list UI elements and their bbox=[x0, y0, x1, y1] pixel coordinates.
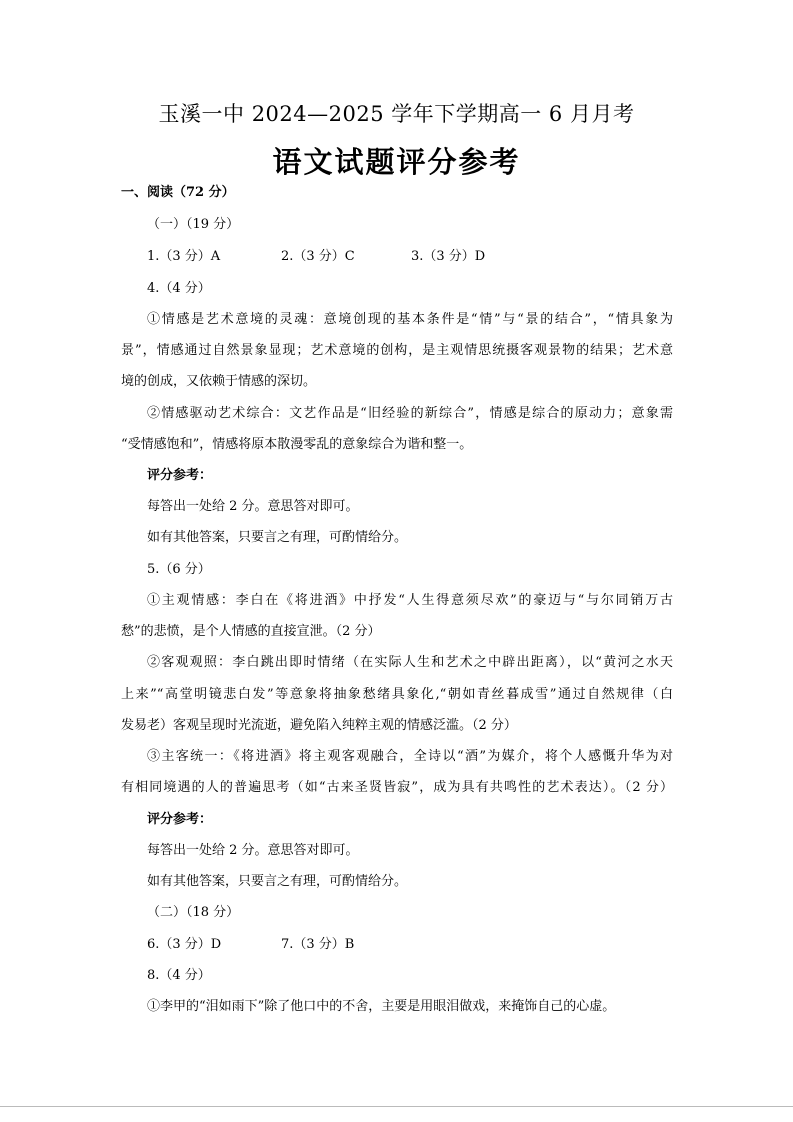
answer-q1: 1.（3 分）A bbox=[147, 249, 221, 264]
part-heading-1: （一）（19 分） bbox=[147, 217, 240, 232]
answer-q2: 2.（3 分）C bbox=[281, 249, 355, 264]
answer-q7: 7.（3 分）B bbox=[281, 937, 355, 952]
q4-score-line-2: 如有其他答案，只要言之有理，可酌情给分。 bbox=[147, 530, 408, 545]
q4-paragraph-2-line-1: ②情感驱动艺术综合：文艺作品是“旧经验的新综合”，情感是综合的原动力；意象需 bbox=[147, 406, 673, 421]
q4-paragraph-2-line-2: “受情感饱和”，情感将原本散漫零乱的意象综合为谐和整一。 bbox=[121, 437, 473, 452]
q4-score-label: 评分参考： bbox=[147, 468, 213, 483]
q5-paragraph-2-line-3: 发易老）客观呈现时光流逝，避免陷入纯粹主观的情感泛滥。（2 分） bbox=[121, 718, 517, 733]
answer-q3: 3.（3 分）D bbox=[411, 249, 486, 264]
q5-paragraph-2-line-2: 上来”“高堂明镜悲白发”等意象将抽象愁绪具象化,“朝如青丝暮成雪”通过自然规律（白 bbox=[121, 687, 673, 702]
q5-paragraph-2-line-1: ②客观观照：李白跳出即时情绪（在实际人生和艺术之中辟出距离），以“黄河之水天 bbox=[147, 655, 673, 670]
q4-paragraph-1-line-1: ①情感是艺术意境的灵魂：意境创现的基本条件是“情”与“景的结合”，“情具象为 bbox=[147, 312, 673, 327]
q8-paragraph-1-line-1: ①李甲的“泪如雨下”除了他口中的不舍，主要是用眼泪做戏，来掩饰自己的心虚。 bbox=[147, 999, 616, 1014]
q4-paragraph-1-line-2: 景”，情感通过自然景象显现；艺术意境的创构，是主观情思统摄客观景物的结果；艺术意 bbox=[121, 343, 673, 358]
answer-q6: 6.（3 分）D bbox=[147, 937, 222, 952]
q5-paragraph-1-line-2: 愁”的悲愤，是个人情感的直接宣泄。（2 分） bbox=[121, 624, 381, 639]
section-heading-reading: 一、阅读（72 分） bbox=[121, 185, 235, 200]
q4-paragraph-1-line-3: 境的创成，又依赖于情感的深切。 bbox=[121, 374, 317, 389]
q5-paragraph-3-line-2: 有相同境遇的人的普遍思考（如“古来圣贤皆寂”，成为具有共鸣性的艺术表达）。（2 分） bbox=[121, 780, 673, 795]
question-label-q8: 8.（4 分） bbox=[147, 968, 211, 983]
part-heading-2: （二）（18 分） bbox=[147, 905, 240, 920]
q5-score-line-1: 每答出一处给 2 分。意思答对即可。 bbox=[147, 843, 359, 858]
q5-paragraph-1-line-1: ①主观情感：李白在《将进酒》中抒发“人生得意须尽欢”的豪迈与“与尔同销万古 bbox=[147, 593, 673, 608]
page-bottom-rule bbox=[0, 1106, 793, 1107]
question-label-q4: 4.（4 分） bbox=[147, 281, 211, 296]
q5-score-label: 评分参考： bbox=[147, 812, 213, 827]
document-subtitle: 语文试题评分参考 bbox=[272, 145, 521, 179]
question-label-q5: 5.（6 分） bbox=[147, 562, 211, 577]
q5-score-line-2: 如有其他答案，只要言之有理，可酌情给分。 bbox=[147, 874, 408, 889]
document-title: 玉溪一中 2024—2025 学年下学期高一 6 月月考 bbox=[158, 102, 635, 126]
q4-score-line-1: 每答出一处给 2 分。意思答对即可。 bbox=[147, 499, 359, 514]
q5-paragraph-3-line-1: ③主客统一：《将进酒》将主观客观融合，全诗以“酒”为媒介，将个人感慨升华为对 bbox=[147, 749, 673, 764]
